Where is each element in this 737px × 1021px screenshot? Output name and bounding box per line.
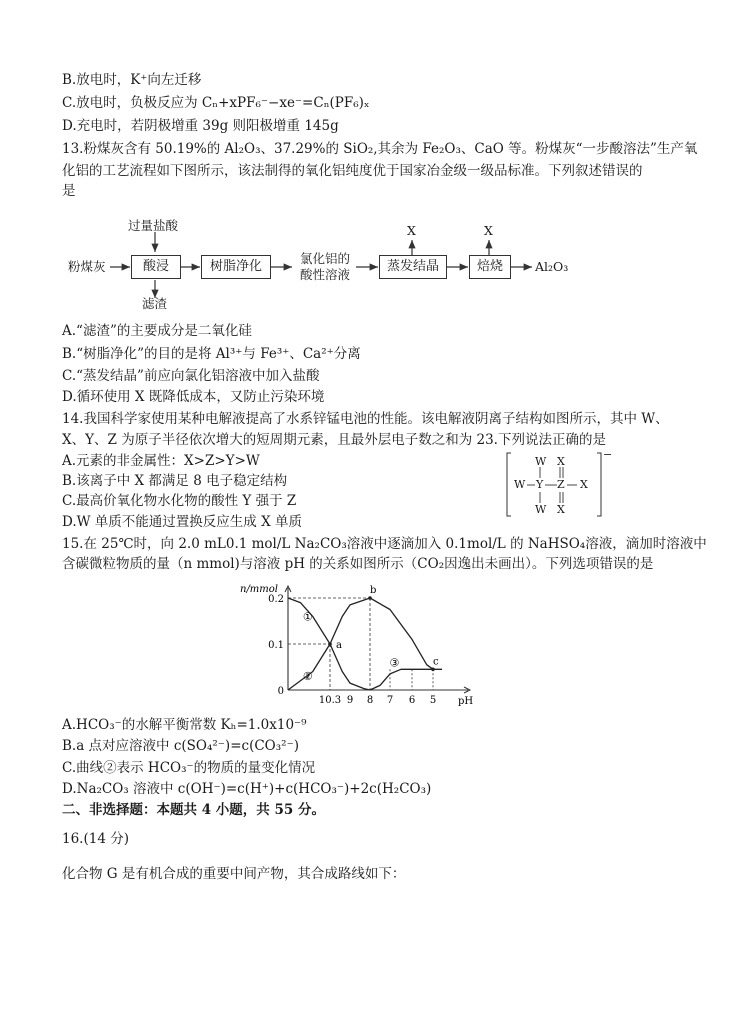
point-a [328,642,332,646]
q15-stem-2: 含碳微粒物质的量（n mmol)与溶液 pH 的关系如图所示（CO₂因逸出未画出）。下列选项错误的是 [62,556,654,572]
x-tick-label: 6 [408,695,416,706]
chart-svg [230,578,490,708]
q15-chart [230,578,490,708]
y-tick-label: 0.1 [268,640,284,651]
atom-w-top: W [535,455,547,468]
flow-input-label: 粉煤灰 [68,259,106,274]
y-tick-label: 0.2 [268,594,284,605]
x-tick-label: 7 [386,695,394,706]
flow-arrows [0,0,737,330]
x-axis-label: pH [458,696,474,707]
q14-option-a: A.元素的非金属性：X>Z>Y>W [62,453,260,469]
point-label-b: b [370,585,377,596]
q14-stem-2: X、Y、Z 为原子半径依次增大的短周期元素，且最外层电子数之和为 23.下列说法正确的是 [62,432,606,448]
curve-label: ② [302,670,313,684]
x-tick-label: 5 [429,695,437,706]
x-tick-label: 10.3 [318,695,342,706]
atom-w-left: W [514,478,526,491]
q15-option-d: D.Na₂CO₃ 溶液中 c(OH⁻)=c(H⁺)+c(HCO₃⁻)+2c(H₂CO₃) [62,781,432,797]
q13-stem-2: 化铝的工艺流程如下图所示，该法制得的氧化铝纯度优于国家冶金级一级品标准。下列叙述错误的 [62,163,643,179]
flow-x-label-2: X [484,223,493,238]
atom-x-right: X [580,478,588,491]
flow-x-label-1: X [407,223,416,238]
flow-product-label: Al₂O₃ [535,259,569,274]
q16-header: 16.(14 分) [62,831,129,847]
x-tick-label: 8 [366,695,374,706]
q13-stem-3: 是 [62,183,76,199]
anion-structure [505,450,615,522]
flow-acid-label: 过量盐酸 [128,218,179,233]
point-c [431,668,435,672]
atom-y: Y [536,478,544,491]
q15-option-a: A.HCO₃⁻的水解平衡常数 Kₕ=1.0x10⁻⁹ [62,717,307,733]
q14-option-d: D.W 单质不能通过置换反应生成 X 单质 [62,514,302,530]
q14-option-c: C.最高价氧化物水化物的酸性 Y 强于 Z [62,493,297,509]
flow-step-resin: 树脂净化 [201,255,271,279]
atom-x-bottom: X [557,503,565,516]
atom-z: Z [557,478,565,491]
q13-option-b: B.“树脂净化”的目的是将 Al³⁺与 Fe³⁺、Ca²⁺分离 [62,346,361,362]
q14-option-b: B.该离子中 X 都满足 8 电子稳定结构 [62,473,288,489]
q12-option-d: D.充电时，若阴极增重 39g 则阳极增重 145g [62,118,339,134]
x-tick-label: 9 [346,695,354,706]
curve-3 [370,669,442,690]
atom-x-top: X [557,455,565,468]
q13-option-c: C.“蒸发结晶”前应向氯化铝溶液中加入盐酸 [62,368,320,384]
flow-residue-label: 滤渣 [142,296,168,311]
process-flow-diagram [0,0,737,330]
ion-charge: − [603,448,613,461]
section-2-heading: 二、非选择题：本题共 4 小题，共 55 分。 [62,802,325,818]
q12-option-b: B.放电时，K⁺向左迁移 [62,72,202,88]
point-label-a: a [336,640,342,651]
point-b [368,596,372,600]
q14-stem-1: 14.我国科学家使用某种电解液提高了水系锌锰电池的性能。该电解液阴离子结构如图所示，其中 W、 [62,411,669,427]
flow-step-acid-leach: 酸浸 [131,255,181,279]
q13-option-a: A.“滤渣”的主要成分是二氧化硅 [62,323,252,339]
q15-stem-1: 15.在 25℃时，向 2.0 mL0.1 mol/L Na₂CO₃溶液中逐滴加入 0.1mol/L 的 NaHSO₄溶液，滴加时溶液中 [62,536,707,552]
curve-label: ① [302,610,313,624]
atom-w-bottom: W [535,503,547,516]
flow-mid-label-2: 酸性溶液 [300,267,351,282]
q13-option-d: D.循环使用 X 既降低成本，又防止污染环境 [62,389,325,405]
y-tick-label: 0 [277,686,284,697]
q15-option-c: C.曲线②表示 HCO₃⁻的物质的量变化情况 [62,760,316,776]
q15-option-b: B.a 点对应溶液中 c(SO₄²⁻)=c(CO₃²⁻) [62,738,299,754]
flow-step-evaporate: 蒸发结晶 [379,255,447,279]
curve-label: ③ [389,656,400,670]
y-axis-label: n/mmol [240,584,278,595]
q13-stem-1: 13.粉煤灰含有 50.19%的 Al₂O₃、37.29%的 SiO₂,其余为 Fe₂O₃、CaO 等。粉煤灰“一步酸溶法”生产氧 [62,141,698,157]
point-label-c: c [433,656,439,668]
flow-mid-label-1: 氯化铝的 [300,251,351,266]
q12-option-c: C.放电时，负极反应为 Cₙ+xPF₆⁻−xe⁻=Cₙ(PF₆)ₓ [62,95,370,111]
flow-step-calcine: 焙烧 [469,255,511,279]
q16-stem: 化合物 G 是有机合成的重要中间产物，其合成路线如下： [62,866,406,882]
